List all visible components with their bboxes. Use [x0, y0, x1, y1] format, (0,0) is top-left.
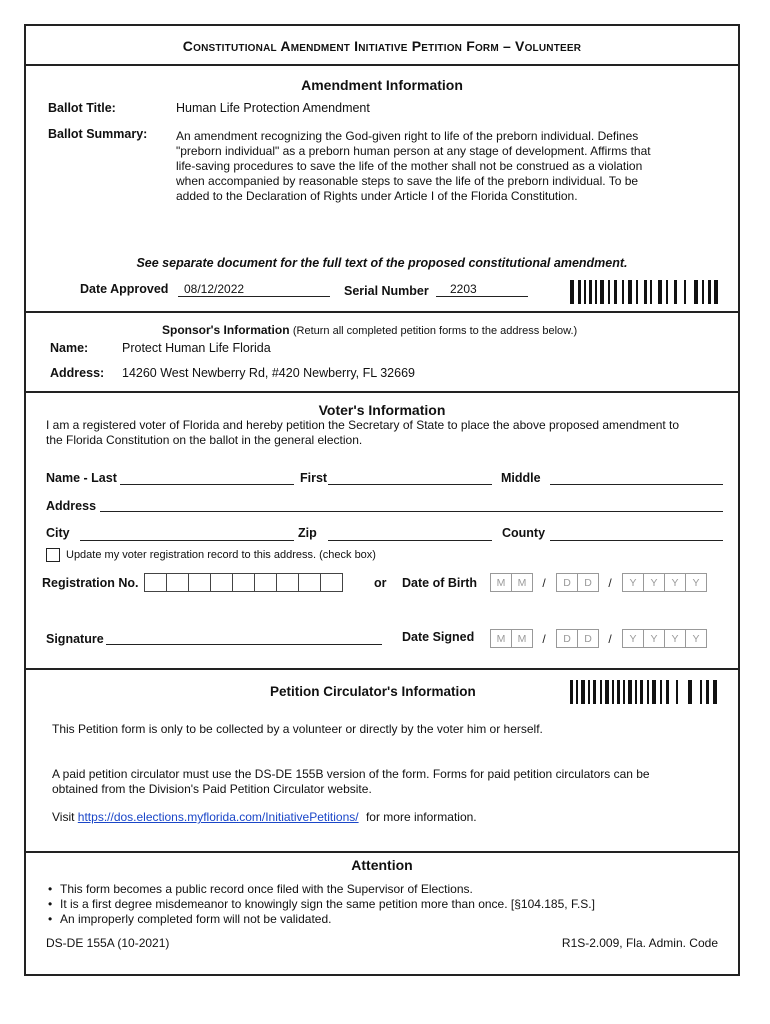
title-divider	[24, 64, 740, 66]
update-registration-checkbox[interactable]	[46, 548, 60, 562]
signature-label: Signature	[46, 632, 104, 646]
city-label: City	[46, 526, 70, 540]
registration-number-boxes[interactable]	[144, 573, 342, 592]
year-box[interactable]: Y	[643, 629, 665, 648]
date-approved-label: Date Approved	[80, 282, 169, 296]
voter-intro-line: the Florida Constitution on the ballot in the general election.	[46, 433, 363, 447]
year-box[interactable]: Y	[685, 629, 707, 648]
zip-field[interactable]	[328, 540, 492, 541]
middle-name-label: Middle	[501, 471, 541, 485]
serial-number-value: 2203	[450, 282, 477, 296]
admin-code: R1S-2.009, Fla. Admin. Code	[561, 936, 718, 950]
sponsor-name-label: Name:	[50, 341, 89, 355]
sponsor-divider	[24, 391, 740, 393]
month-box[interactable]: M	[490, 573, 512, 592]
registration-digit-box[interactable]	[188, 573, 211, 592]
date-signed-boxes[interactable]	[490, 629, 706, 648]
date-separator: /	[608, 631, 612, 646]
visit-text: Visit	[52, 810, 75, 824]
attention-item: • An improperly completed form will not be validated.	[46, 912, 736, 927]
initiative-petitions-link[interactable]: https://dos.elections.myflorida.com/InitiativePetitions/	[77, 810, 359, 824]
form-number: DS-DE 155A (10-2021)	[46, 936, 170, 950]
attention-list	[46, 882, 736, 927]
date-approved-line	[178, 296, 330, 297]
update-registration-label: Update my voter registration record to this address. (check box)	[66, 549, 376, 561]
or-label: or	[374, 576, 387, 590]
year-box[interactable]: Y	[622, 573, 644, 592]
date-of-birth-boxes[interactable]	[490, 573, 706, 592]
first-name-field[interactable]	[328, 484, 492, 485]
registration-digit-box[interactable]	[276, 573, 299, 592]
registration-digit-box[interactable]	[210, 573, 233, 592]
voter-intro-line: I am a registered voter of Florida and hereby petition the Secretary of State to place the above proposed amendment to	[46, 418, 680, 432]
year-box[interactable]: Y	[685, 573, 707, 592]
name-last-field[interactable]	[120, 484, 294, 485]
month-box[interactable]: M	[490, 629, 512, 648]
attention-heading: Attention	[351, 857, 413, 873]
year-box[interactable]: Y	[622, 629, 644, 648]
circulator-volunteer-note: This Petition form is only to be collected by a volunteer or directly by the voter him or herself.	[52, 722, 543, 736]
circulator-paid-line: A paid petition circulator must use the DS-DE 155B version of the form. Forms for paid petition circulators can be	[52, 767, 650, 781]
date-separator: /	[542, 631, 546, 646]
registration-digit-box[interactable]	[320, 573, 343, 592]
sponsor-address: 14260 West Newberry Rd, #420 Newberry, FL 32669	[122, 366, 415, 380]
date-separator: /	[608, 575, 612, 590]
registration-digit-box[interactable]	[254, 573, 277, 592]
date-approved-value: 08/12/2022	[184, 282, 245, 296]
voter-heading: Voter's Information	[318, 402, 446, 418]
sponsor-address-label: Address:	[50, 366, 105, 380]
name-last-label: Name - Last	[46, 471, 117, 485]
ballot-summary-line: when accompanied by reasonable steps to save the life of the preborn individual. To be	[176, 174, 639, 188]
date-signed-label: Date Signed	[402, 630, 475, 644]
circulator-visit-row	[52, 810, 732, 825]
amendment-divider	[24, 311, 740, 313]
barcode-circulator	[570, 680, 718, 704]
ballot-title-label: Ballot Title:	[48, 101, 116, 115]
day-box[interactable]: D	[577, 573, 599, 592]
ballot-summary-line: An amendment recognizing the God-given right to life of the preborn individual. Defines	[176, 129, 639, 143]
signature-field[interactable]	[106, 644, 382, 645]
date-of-birth-label: Date of Birth	[402, 576, 477, 590]
serial-number-line	[436, 296, 528, 297]
ballot-summary-line: "preborn individual" as a preborn human person at any stage of development. Affirms that	[176, 144, 651, 158]
circulator-paid-line: obtained from the Division's Paid Petition Circulator website.	[52, 782, 372, 796]
ballot-summary-label: Ballot Summary:	[48, 127, 148, 141]
year-box[interactable]: Y	[643, 573, 665, 592]
attention-item: • This form becomes a public record once filed with the Supervisor of Elections.	[46, 882, 736, 897]
registration-digit-box[interactable]	[298, 573, 321, 592]
first-name-label: First	[300, 471, 328, 485]
circulator-heading: Petition Circulator's Information	[270, 684, 476, 699]
registration-number-label: Registration No.	[42, 576, 139, 590]
ballot-summary-line: added to the Declaration of Rights under Article I of the Florida Constitution.	[176, 189, 578, 203]
voter-intro	[46, 418, 726, 448]
address-field[interactable]	[100, 511, 723, 512]
zip-label: Zip	[298, 526, 317, 540]
middle-name-field[interactable]	[550, 484, 723, 485]
circulator-paid-note	[52, 767, 732, 797]
amendment-heading: Amendment Information	[301, 77, 463, 93]
voter-divider	[24, 668, 740, 670]
sponsor-heading-note: (Return all completed petition forms to the address below.)	[292, 325, 578, 337]
county-label: County	[502, 526, 546, 540]
barcode-top	[570, 280, 718, 304]
form-title: Constitutional Amendment Initiative Petition Form – Volunteer	[182, 38, 582, 54]
registration-digit-box[interactable]	[166, 573, 189, 592]
attention-item: • It is a first degree misdemeanor to knowingly sign the same petition more than once. [§104.185, F.S.]	[46, 897, 736, 912]
sponsor-name: Protect Human Life Florida	[122, 341, 271, 355]
city-field[interactable]	[80, 540, 294, 541]
see-separate-note: See separate document for the full text of the proposed constitutional amendment.	[136, 256, 628, 270]
ballot-summary	[176, 129, 716, 204]
registration-digit-box[interactable]	[232, 573, 255, 592]
sponsor-heading: Sponsor's Information	[162, 323, 290, 337]
serial-number-label: Serial Number	[344, 284, 429, 298]
circulator-divider	[24, 851, 740, 853]
day-box[interactable]: D	[556, 629, 578, 648]
more-info-text: for more information.	[365, 810, 477, 824]
address-label: Address	[46, 499, 97, 513]
year-box[interactable]: Y	[664, 629, 686, 648]
sponsor-heading-row	[162, 323, 577, 337]
date-separator: /	[542, 575, 546, 590]
ballot-title: Human Life Protection Amendment	[176, 101, 370, 115]
month-box[interactable]: M	[511, 573, 533, 592]
day-box[interactable]: D	[577, 629, 599, 648]
day-box[interactable]: D	[556, 573, 578, 592]
county-field[interactable]	[550, 540, 723, 541]
registration-digit-box[interactable]	[144, 573, 167, 592]
month-box[interactable]: M	[511, 629, 533, 648]
ballot-summary-line: life-saving procedures to save the life of the mother shall not be construed as a violation	[176, 159, 643, 173]
year-box[interactable]: Y	[664, 573, 686, 592]
